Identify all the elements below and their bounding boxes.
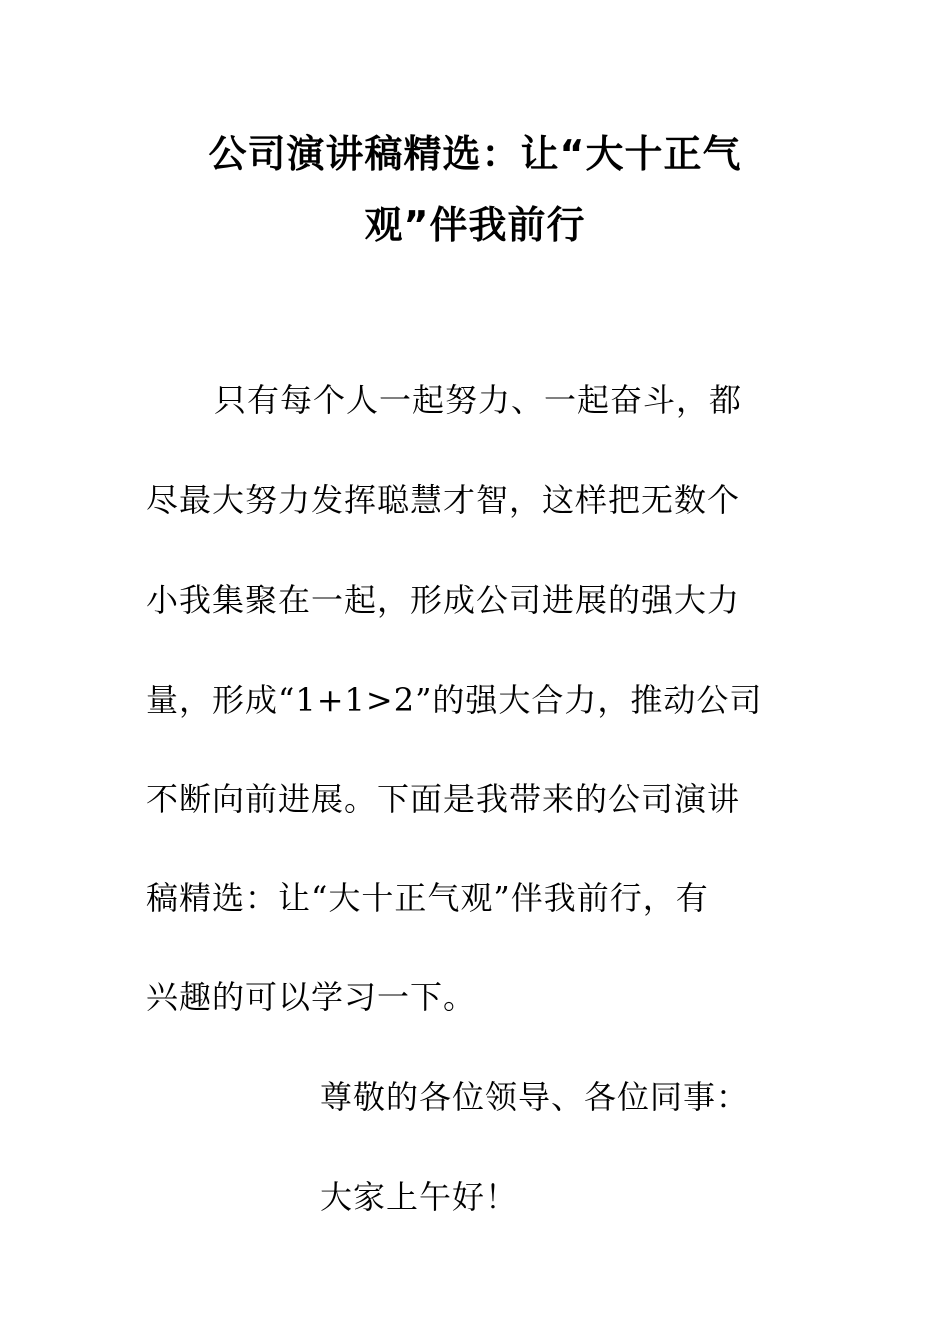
- paragraph-line: 稿精选：让“大十正气观”伴我前行，有: [146, 879, 709, 917]
- paragraph-line: 兴趣的可以学习一下。: [146, 978, 477, 1016]
- salutation-line: 尊敬的各位领导、各位同事：: [320, 1078, 750, 1116]
- paragraph-line: 只有每个人一起努力、一起奋斗，都: [214, 381, 743, 419]
- document-title-line-2: 观”伴我前行: [364, 203, 586, 247]
- paragraph-line: 尽最大努力发挥聪慧才智，这样把无数个: [146, 481, 741, 519]
- greeting-line: 大家上午好！: [320, 1178, 519, 1216]
- paragraph-line: 小我集聚在一起，形成公司进展的强大力: [146, 581, 741, 619]
- document-title-line-1: 公司演讲稿精选：让“大十正气: [208, 132, 742, 176]
- paragraph-line: 量，形成“1+1>2”的强大合力，推动公司: [146, 681, 763, 719]
- paragraph-line: 不断向前进展。下面是我带来的公司演讲: [146, 780, 741, 818]
